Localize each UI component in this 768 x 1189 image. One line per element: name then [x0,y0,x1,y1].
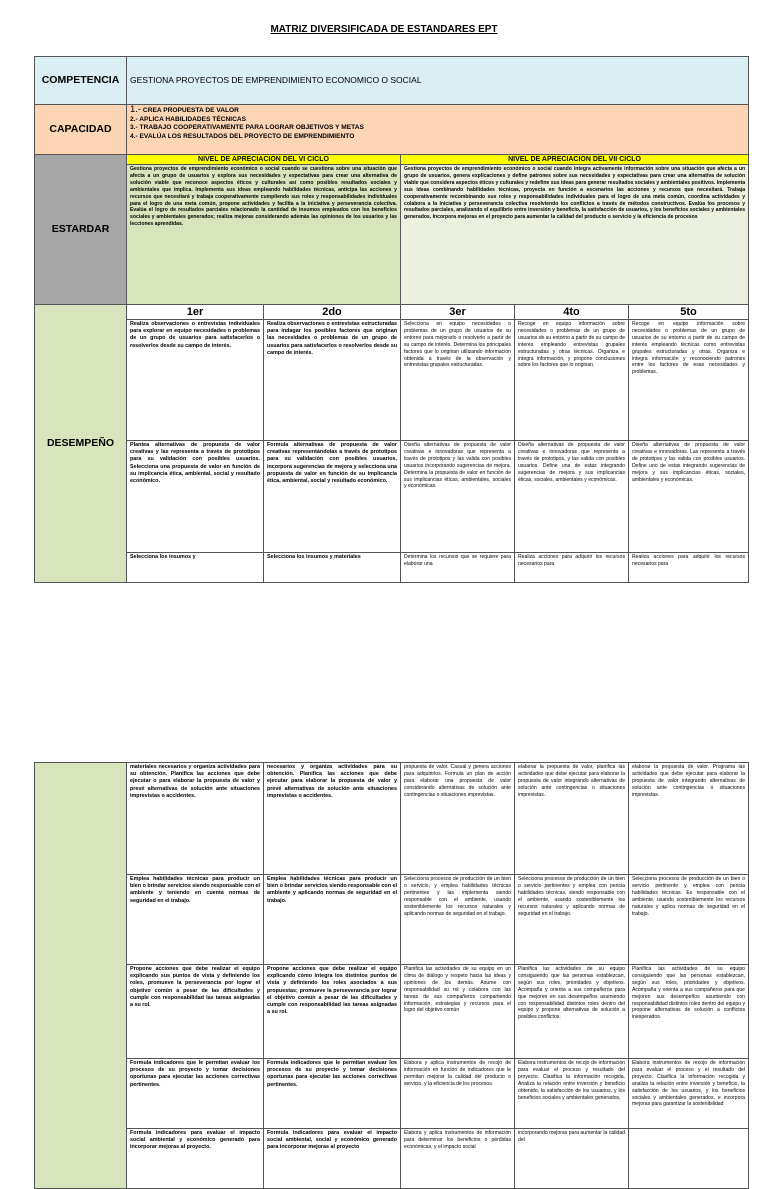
table-row [35,441,749,553]
desempeno-continuation-label [35,763,127,1189]
table-cell: materiales necesarios y organiza actividades para su obtención. Planifica las acciones que debe ejecutar o para elaborar la propuesta de valor y prevé alternativas de solución ante situaciones imprevistas o accidentes. [127,763,264,875]
table-cell: Formula indicadores para evaluar el impacto social ambiental, social y económico generado para incorporar mejoras al proyecto [264,1129,401,1189]
matrix-table-page-2 [34,762,749,1189]
table-cell: elaborar la propuesta de valor. Programa las actividades que debe ejecutar para elaborar la propuesta de valor integrando alternativas de solución ante contingencias o situaciones imprevistas. [629,763,749,875]
table-row [35,553,749,583]
table-row [35,1059,749,1129]
page-title: MATRIZ DIVERSIFICADA DE ESTANDARES EPT [270,24,498,35]
competencia-text: GESTIONA PROYECTOS DE EMPRENDIMIENTO ECONOMICO O SOCIAL [127,57,749,105]
desempeno-label: DESEMPEÑO [35,305,127,583]
table-cell: Emplea habilidades técnicas para producir un bien o brindar servicios siendo responsable con el ambiente y aplicando normas de seguridad en el trabajo. [264,875,401,965]
table-cell: Propone acciones que debe realizar el equipo explicando sus puntos de vista y definiendo los roles, promueve la perseverancia por lograr el objetivo común a pesar de las dificultades y cumple con responsabilidad las tareas asignadas a su rol. [127,965,264,1059]
table-cell: Recoge en equipo información sobre necesidades o problemas de un grupo de usuarios de su entorno a partir de su campo de interés empleando entrevistas grupales estructuradas y otras técnicas. Organiza e integra información, y propone conclusiones sobre los factores que lo originan. [515,320,629,441]
table-row [35,320,749,441]
capacidad-item: 1.- CREA PROPUESTA DE VALOR [130,104,239,115]
table-cell: Formula alternativas de propuesta de valor creativas representándolas a través de prototipos para su validación con posibles usuarios, incorpora sugerencias de mejora y selecciona una propuesta de valor en función de su implicancia ética, ambiental, social y resultado económico. [264,441,401,553]
table-cell: necesarios y organiza actividades para su obtención. Planifica las acciones que debe ejecutar para elaborar la propuesta de valor y prevé alternativas de solución ante situaciones imprevistas o accidentes. [264,763,401,875]
estandar-vi-text: Gestiona proyectos de emprendimiento económico o social cuando se cuestiona sobre una situación que afecta a un grupo de usuarios y explora sus necesidades y expectativas para crear una alternativa de solución viable que reconoce aspectos éticos y culturales así como posibles resultados sociales y ambientales que implica. Implementa sus ideas empleando habilidades técnicas, anticipa las acciones y recursos que necesitará y trabaja cooperativamente cumpliendo sus roles y responsabilidades individuales para el logro de una meta común, propone actividades y facilita a la iniciativa y perseverancia colectiva. Evalúa el logro de resultados parciales relacionado la cantidad de insumos empleados con los beneficios sociales y ambientales generados; realiza mejoras considerando además las opiniones de los usuarios y las lecciones aprendidas. [127,165,401,305]
grade-header-3er: 3er [401,305,515,320]
table-cell: Elabora y aplica instrumentos de información para determinar los beneficios o pérdidas económicas, y el impacto social [401,1129,515,1189]
table-row [35,965,749,1059]
capacidad-label: CAPACIDAD [35,105,127,155]
capacidad-list [127,105,749,155]
table-cell: Selecciona los insumos y materiales [264,553,401,583]
grade-header-2do: 2do [264,305,401,320]
table-cell: Diseña alternativas de propuesta de valor creativas e innovadoras que representa a través de prototipos y las valida con posibles usuarios incorporando sugerencias de mejora. Determina la propuesta de valor en función de sus implicancias éticas, ambientales, sociales y económicas. [401,441,515,553]
estandar-vii-text: Gestiona proyectos de emprendimiento económico o social cuando integra activamente información sobre una situación que afecta a un grupo de usuarios, genera explicaciones y define patrones sobre sus necesidades y expectativas para crear una alternativa de solución viable que considera aspectos éticos y culturales y redefine sus ideas para generar resultados sociales y ambientales positivos. Implementa sus ideas combinando habilidades técnicas, proyecta en función a escenarios las acciones y recursos que necesitará. Trabaja cooperativamente recombinando sus roles y responsabilidades individuales para el logro de una meta común, coordina actividades y colabora a la iniciativa y perseverancia colectiva resolviendo los conflictos a través de métodos constructivos. Evalúa los procesos y resultados parciales, analizando el equilibrio entre inversión y beneficio, la satisfacción de usuarios, y los beneficios sociales y ambientales generados. Incorpora mejoras en el proyecto para aumentar la calidad del producto o servicio y la eficiencia de procesos [401,165,749,305]
page-break [0,733,768,763]
table-cell: Emplea habilidades técnicas para producir un bien o brindar servicios siendo responsable con el ambiente y teniendo en cuenta normas de seguridad en el trabajo. [127,875,264,965]
table-cell [629,1129,749,1189]
table-cell: incorporando mejoras para aumentar la calidad del [515,1129,629,1189]
table-cell: Formula indicadores para evaluar el impacto social ambiental y económico generado para incorporar mejoras al proyecto. [127,1129,264,1189]
nivel-vii-header: NIVEL DE APRECIACIÓN DEL VII CICLO [401,155,749,165]
table-cell: Determina los recursos que se requiere para elaborar una [401,553,515,583]
table-cell: Realiza observaciones o entrevistas estructuradas para indagar los posibles factores que originan las necesidades o problemas de un grupo de usuarios para satisfacerlos o resolverlos desde su campo de interés. [264,320,401,441]
table-row [35,763,749,875]
table-cell: Formula indicadores que le permitan evaluar los procesos de su proyecto y tomar decisiones oportunas para ejecutar las acciones correctivas pertinentes. [264,1059,401,1129]
table-cell: Selecciona procesos de producción de un bien o servicio pertinentes y emplea con pericia habilidades técnicas, siendo responsable con el ambiente, usando sosteniblemente los recursos naturales y aplicando normas de seguridad en el trabajo. [515,875,629,965]
table-cell: Propone acciones que debe realizar el equipo explicando cómo integra los distintos puntos de vista y definiendo los roles asociados a sus propuestas; promueve la perseverancia por lograr el objetivo común a pesar de las dificultades y cumple con responsabilidad las tareas asignadas a su rol. [264,965,401,1059]
table-cell: Elabora instrumentos de recojo de información para evaluar el proceso y el resultado del proyecto. Clasifica la información recogida y analiza la relación entre inversión y beneficio, la satisfacción de los usuarios, y los beneficios sociales y ambientales generados, e incorpora mejoras para garantizar la sostenibilidad [629,1059,749,1129]
table-row [35,1129,749,1189]
table-cell: Elabora instrumentos de recojo de información para evaluar el proceso y resultado del proyecto. Clasifica la información recogida. Analiza la relación entre inversión y beneficio obtenido, la satisfacción de los usuarios, y los beneficios sociales y ambientales generados, [515,1059,629,1129]
table-cell: Planifica las actividades de su equipo consiguiendo que las personas establezcan, según sus roles, prioridades y objetivos. Acompaña y orienta a sus compañeros para que mejoren sus desempeños asumiendo con responsabilidad distintos roles dentro del equipo y propone alternativas de solución a conflictos inesperados. [629,965,749,1059]
capacidad-item: 3.- TRABAJO COOPERATIVAMENTE PARA LOGRAR OBJETIVOS Y METAS [130,124,364,132]
table-cell: Selecciona los insumos y [127,553,264,583]
table-cell: Plantea alternativas de propuesta de valor creativas y las representa a través de prototipos para su validación con posibles usuarios. Selecciona una propuesta de valor en función de su implicancia ética, ambiental, social y resultado económico. [127,441,264,553]
table-cell: Selecciona en equipo necesidades o problemas de un grupo de usuarios de su entorno para mejorarlo o resolverlo a partir de su campo de interés. Determina los principales factores que lo originan utilizando información obtenida a través de la observación y entrevistas grupales estructuradas. [401,320,515,441]
grade-header-5to: 5to [629,305,749,320]
capacidad-item: 4.- EVALÚA LOS RESULTADOS DEL PROYECTO DE EMPRENDIMIENTO [130,132,355,140]
grade-header-1er: 1er [127,305,264,320]
table-cell: Planifica las actividades de su equipo en un clima de diálogo y respeto hacia las ideas y opiniones de los demás. Asume con responsabilidad su rol y colabora con las tareas de sus compañeros compartiendo información, estrategias y recursos para el logro del objetivo común [401,965,515,1059]
nivel-vi-header: NIVEL DE APRECIACIÓN DEL VI CICLO [127,155,401,165]
table-cell: Diseña alternativas de propuesta de valor creativas e innovadoras que representa a través de prototipos, y las valida con posibles usuarios. Define una de estas integrando sugerencias de mejora y sus implicancias éticas, sociales, ambientales y económicas. [515,441,629,553]
table-cell: Selecciona procesos de producción de un bien o servicio pertinente y emplea con pericia habilidades técnicas. Es responsable con el ambiente, usando sosteniblemente los recursos naturales y aplica normas de seguridad en el trabajo. [629,875,749,965]
grade-header-4to: 4to [515,305,629,320]
table-cell: elaborar la propuesta de valor, planifica las actividades que debe ejecutar para elaborar la propuesta de valor integrando alternativas de solución ante contingencias o situaciones imprevistas. [515,763,629,875]
table-cell: Realiza observaciones o entrevistas individuales para explorar en equipo necesidades o problemas de un grupo de usuarios para satisfacerlos o resolverlos desde su campo de interés. [127,320,264,441]
table-row [35,875,749,965]
table-cell: Recoge en equipo información sobre necesidades o problemas de un grupo de usuarios de su entorno a partir de su campo de interés empleando técnicas como entrevistas grupales estructuradas y otras. Organiza e integra información y reconociendo patrones entre los factores de esas necesidades y problemas. [629,320,749,441]
table-cell: Diseña alternativas de propuesta de valor creativas e innovadoras. Las representa a través de prototipos y las valida con posibles usuarios. Define uno de estas integrando sugerencias de mejora y sus implicancias éticas, sociales, ambientales y económicas. [629,441,749,553]
table-cell: Selecciona procesos de producción de un bien o servicio, y emplea habilidades técnicas pertinentes y las implementa siendo responsable con el ambiente, usando sosteniblemente los recursos naturales y aplicando normas de seguridad en el trabajo. [401,875,515,965]
table-cell: Elabora y aplica instrumentos de recojo de información en función de indicadores que le permitan mejorar la calidad del producto o servicio, y la eficiencia de los procesos. [401,1059,515,1129]
estandar-label: ESTARDAR [35,155,127,305]
capacidad-item: 2.- APLICA HABILIDADES TÉCNICAS [130,115,247,123]
competencia-label: COMPETENCIA [35,57,127,105]
table-cell: Realiza acciones para adquirir los recursos necesarios para [629,553,749,583]
table-cell: propuesta de valor. Casual y genera acciones para adquirirlos. Formula un plan de acción para elaborar una propuesta de valor considerando alternativas de solución ante contingencias o situaciones imprevistas. [401,763,515,875]
table-cell: Planifica las actividades de su equipo consiguiendo que las personas establezcan, según sus roles, prioridades y objetivos. Acompaña y orienta a sus compañeros para que mejoren en sus desempeños asumiendo con responsabilidad distintos roles dentro del equipo y propone alternativas de solución a posibles conflictos. [515,965,629,1059]
table-cell: Formula indicadores que le permitan evaluar los procesos de su proyecto y tomar decisiones oportunas para ejecutar las acciones correctivas pertinentes. [127,1059,264,1129]
table-cell: Realiza acciones para adquirir los recursos necesarios para [515,553,629,583]
matrix-table-page-1 [34,56,749,583]
